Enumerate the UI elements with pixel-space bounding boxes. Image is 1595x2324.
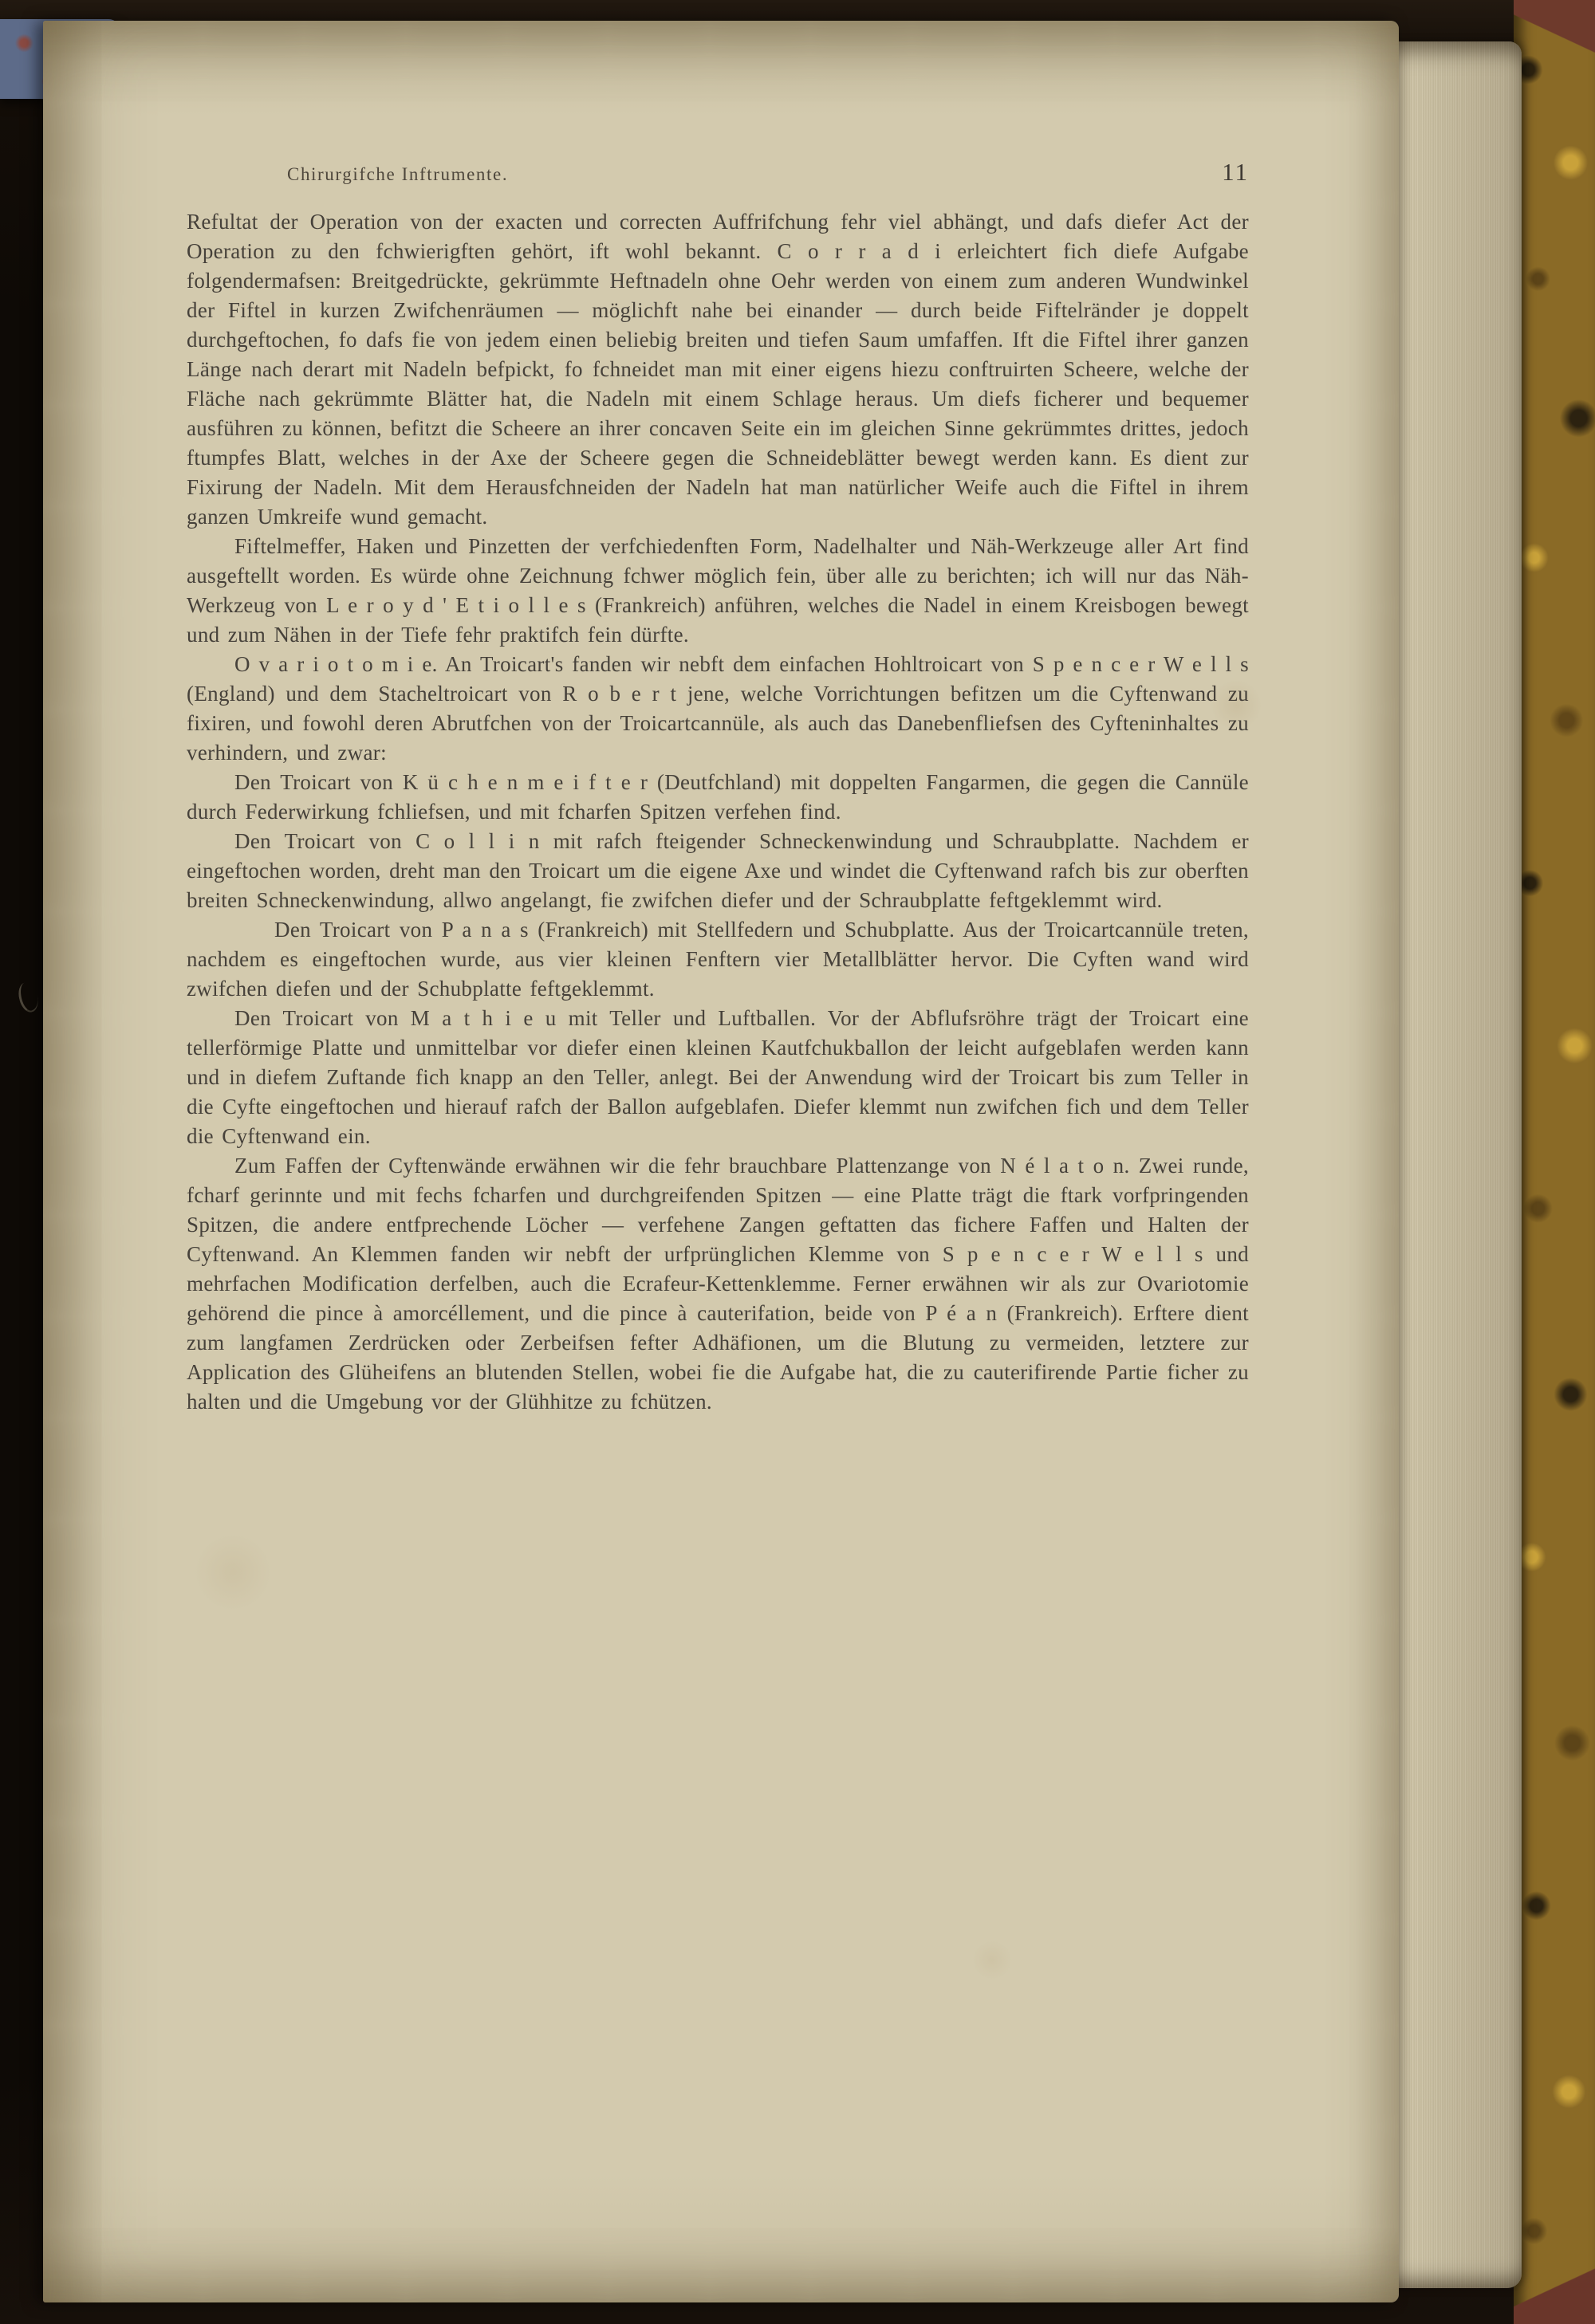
paragraph: Den Troicart von K ü c h e n m e i f t e r (Deutfchland) mit doppelten Fangarmen, die gegen die Cannüle durch Federwirkung fchliefsen, und mit fcharfen Spitzen verfehen find.: [187, 770, 1249, 824]
paragraph: Fiftelmeffer, Haken und Pinzetten der verfchiedenften Form, Nadelhalter und Näh-Werkzeuge aller Art find ausgeftellt worden. Es würde ohne Zeichnung fchwer möglich fein, über alle zu berichten; ich will nur das Näh-Werkzeug von L e r o y d ' E t i o l l e s (Frankreich) anführen, welches die Nadel in einem Kreisbogen bewegt und zum Nähen in der Tiefe fehr praktifch fein dürfte.: [187, 534, 1249, 647]
leather-corner-bottom: [1514, 2252, 1595, 2324]
paragraph: Den Troicart von P a n a s (Frankreich) mit Stellfedern und Schubplatte. Aus der Troicartcannüle treten, nachdem es eingeftochen wurde, aus vier kleinen Fenftern vier Metallblätter hervor. Die Cyften wand wird zwifchen diefen und der Schubplatte feftgeklemmt.: [187, 918, 1249, 1001]
page-body: [187, 207, 1249, 1417]
paragraph: Zum Faffen der Cyftenwände erwähnen wir die fehr brauchbare Plattenzange von N é l a t o n. Zwei runde, fcharf gerinnte und mit fechs fcharfen und durchgreifenden Spitzen — eine Platte trägt die ftark vorfpringenden Spitzen, die andere entfprechende Löcher — verfehene Zangen geftatten das fichere Faffen und Halten der Cyftenwand. An Klemmen fanden wir nebft der urfprünglichen Klemme von S p e n c e r W e l l s und mehrfachen Modification derfelben, auch die Ecrafeur-Kettenklemme. Ferner erwähnen wir als zur Ovariotomie gehörend die pince à amorcéllement, und die pince à cauterifation, beide von P é a n (Frankreich). Erftere dient zum langfamen Zerdrücken oder Zerbeifsen fefter Adhäfionen, um die Blutung zu vermeiden, letztere zur Application des Glüheifens an blutenden Stellen, wobei fie die Aufgabe hat, die zu cauterifirende Partie ficher zu halten und die Umgebung vor der Glühhitze zu fchützen.: [187, 1154, 1249, 1414]
paragraph: Den Troicart von M a t h i e u mit Teller und Luftballen. Vor der Abflufsröhre trägt der Troicart eine tellerförmige Platte und unmittelbar vor diefer einen kleinen Kautfchukballon der leicht aufgeblafen werden kann und in diefem Zuftande fich knapp an den Teller, anlegt. Bei der Anwendung wird der Troicart bis zum Teller in die Cyfte eingeftochen und hierauf rafch der Ballon aufgeblafen. Diefer klemmt nun zwifchen fich und dem Teller die Cyftenwand ein.: [187, 1006, 1249, 1148]
binding-mark: [16, 981, 41, 1014]
leather-corner-top: [1514, 0, 1595, 62]
paragraph: Den Troicart von C o l l i n mit rafch fteigender Schneckenwindung und Schraubplatte. Nachdem er eingeftochen worden, dreht man den Troicart um die eigene Axe und windet die Cyftenwand rafch bis zur oberften breiten Schneckenwindung, allwo angelangt, fie zwifchen diefer und der Schraubplatte feftgeklemmt wird.: [187, 829, 1249, 912]
book-page: [43, 21, 1399, 2302]
page-edges: [1389, 41, 1522, 2288]
page-number: 11: [1222, 158, 1249, 186]
paragraph: Refultat der Operation von der exacten und correcten Auffrifchung fehr viel abhängt, und dafs diefer Act der Operation zu den fchwierigften gehört, ift wohl bekannt. C o r r a d i erleichtert fich diefe Aufgabe folgendermafsen: Breitgedrückte, gekrümmte Heftnadeln ohne Oehr werden von einem zum anderen Wundwinkel der Fiftel in kurzen Zwifchenräumen — möglichft nahe bei einander — durch beide Fiftelränder je doppelt durchgeftochen, fo dafs fie von jedem einen beliebig breiten und tiefen Saum umfaffen. Ift die Fiftel ihrer ganzen Länge nach derart mit Nadeln befpickt, fo fchneidet man mit einer eigens hiezu conftruirten Scheere, welche der Fläche nach gekrümmte Blätter hat, die Nadeln mit einem Schlage heraus. Um diefs ficherer und bequemer ausführen zu können, befitzt die Scheere an ihrer concaven Seite ein im gleichen Sinne gekrümmtes drittes, jedoch ftumpfes Blatt, welches in der Axe der Scheere gegen die Schneideblätter bewegt werden kann. Es dient zur Fixirung der Nadeln. Mit dem Herausfchneiden der Nadeln hat man natürlicher Weife auch die Fiftel in ihrem ganzen Umkreife wund gemacht.: [187, 210, 1249, 529]
running-title: Chirurgifche Inftrumente.: [287, 164, 509, 184]
paragraph: O v a r i o t o m i e. An Troicart's fanden wir nebft dem einfachen Hohltroicart von S p e n c e r W e l l s (England) und dem Stacheltroicart von R o b e r t jene, welche Vorrichtungen befitzen um die Cyftenwand zu fixiren, und fowohl deren Abrutfchen von der Troicartcannüle, als auch das Danebenfliefsen des Cyfteninhaltes zu verhindern, und zwar:: [187, 652, 1249, 765]
page-header: [187, 158, 1249, 187]
marbled-cover: [1514, 0, 1595, 2324]
text-block: [187, 158, 1249, 1417]
